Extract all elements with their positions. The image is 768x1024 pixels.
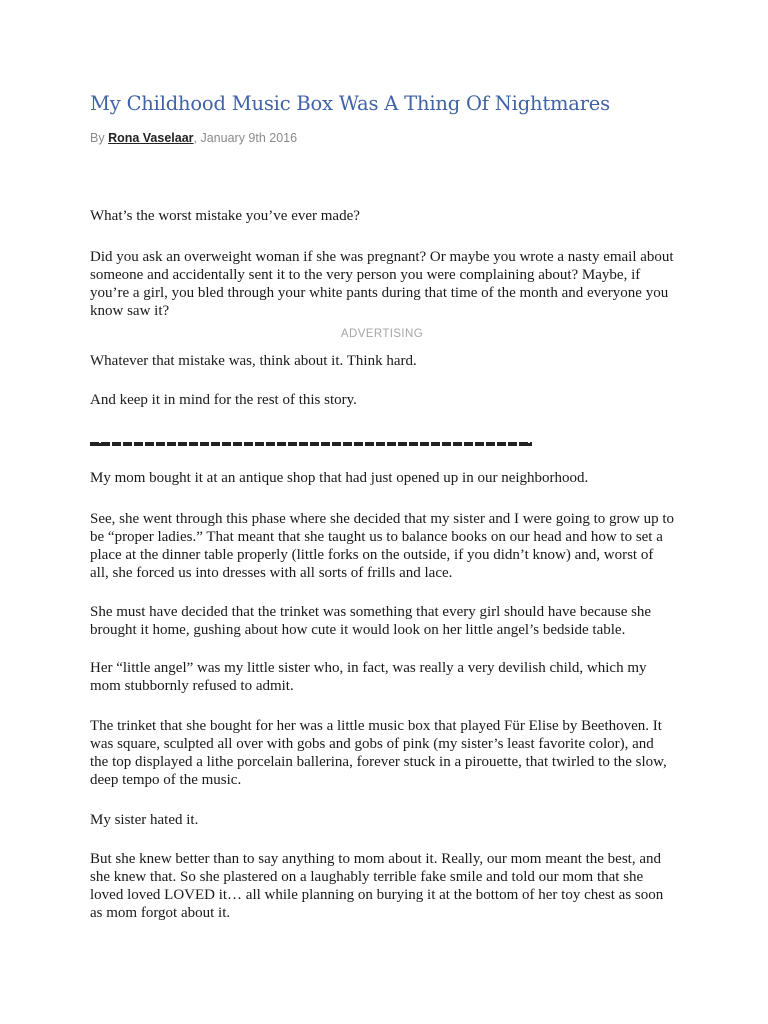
article-title: My Childhood Music Box Was A Thing Of Nightmares xyxy=(90,92,610,115)
paragraph-line: deep tempo of the music. xyxy=(90,772,242,788)
paragraph xyxy=(90,510,690,582)
paragraph xyxy=(90,207,690,225)
byline-prefix: By xyxy=(90,131,109,145)
byline xyxy=(90,131,297,145)
paragraph xyxy=(90,811,690,829)
paragraph-line: The trinket that she bought for her was a little music box that played Für Elise by Beethoven. It xyxy=(90,718,662,734)
paragraph xyxy=(90,717,690,789)
paragraph-line: mom stubbornly refused to admit. xyxy=(90,678,294,694)
section-divider xyxy=(90,442,532,446)
paragraph xyxy=(90,352,690,370)
paragraph xyxy=(90,659,690,695)
paragraph-line: Her “little angel” was my little sister who, in fact, was really a very devilish child, which my xyxy=(90,660,647,676)
paragraph xyxy=(90,248,690,320)
paragraph-line: What’s the worst mistake you’ve ever made? xyxy=(90,208,360,224)
paragraph xyxy=(90,469,690,487)
paragraph-line: be “proper ladies.” That meant that she taught us to balance books on our head and how to set a xyxy=(90,529,663,545)
paragraph-line: My mom bought it at an antique shop that had just opened up in our neighborhood. xyxy=(90,470,589,486)
paragraph-line: But she knew better than to say anything to mom about it. Really, our mom meant the best, and xyxy=(90,851,662,867)
paragraph-line: someone and accidentally sent it to the very person you were complaining about? Maybe, if xyxy=(90,267,641,283)
paragraph-line: you’re a girl, you bled through your white pants during that time of the month and everyone you xyxy=(90,285,669,301)
paragraph-line: was square, sculpted all over with gobs and gobs of pink (my sister’s least favorite color), and xyxy=(90,736,654,752)
paragraph-line: She must have decided that the trinket was something that every girl should have because she xyxy=(90,604,652,620)
paragraph-line: she knew that. So she plastered on a laughably terrible fake smile and told our mom that she xyxy=(90,869,644,885)
paragraph-line: the top displayed a lithe porcelain ballerina, forever stuck in a pirouette, that twirled to the slow, xyxy=(90,754,667,770)
paragraph-line: Whatever that mistake was, think about it. Think hard. xyxy=(90,353,417,369)
author-link[interactable]: Rona Vaselaar xyxy=(108,131,194,145)
paragraph-line: know saw it? xyxy=(90,303,170,319)
paragraph-line: See, she went through this phase where she decided that my sister and I were going to grow up to xyxy=(90,511,675,527)
paragraph-line: all, she forced us into dresses with all sorts of frills and lace. xyxy=(90,565,453,581)
publish-date: , January 9th 2016 xyxy=(193,131,298,145)
paragraph xyxy=(90,850,690,922)
advertising-label: ADVERTISING xyxy=(340,328,424,340)
paragraph-line: place at the dinner table properly (little forks on the outside, if you didn’t know) and, worst of xyxy=(90,547,654,563)
paragraph-line: My sister hated it. xyxy=(90,812,199,828)
paragraph-line: Did you ask an overweight woman if she was pregnant? Or maybe you wrote a nasty email about xyxy=(90,249,674,265)
paragraph xyxy=(90,603,690,639)
paragraph xyxy=(90,391,690,409)
paragraph-line: loved loved LOVED it… all while planning on burying it at the bottom of her toy chest as soon xyxy=(90,887,664,903)
paragraph-line: And keep it in mind for the rest of this story. xyxy=(90,392,357,408)
paragraph-line: as mom forgot about it. xyxy=(90,905,231,921)
paragraph-line: brought it home, gushing about how cute it would look on her little angel’s bedside table. xyxy=(90,622,626,638)
